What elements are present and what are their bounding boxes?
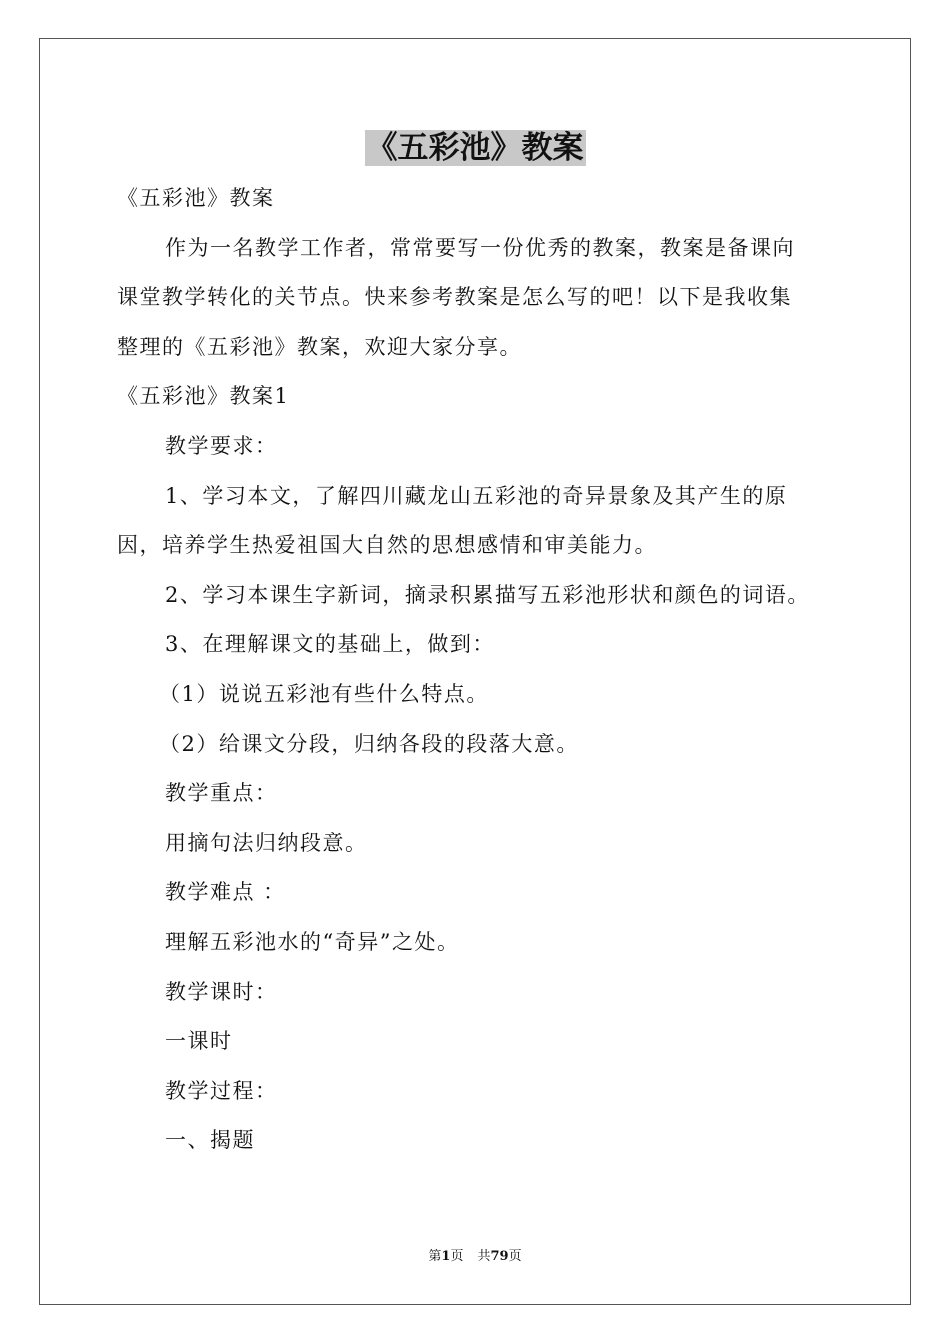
body-line: 教学要求：: [165, 433, 278, 458]
body-line: 因，培养学生热爱祖国大自然的思想感情和审美能力。: [117, 533, 657, 558]
section-heading: 《五彩池》教案1: [117, 384, 290, 409]
body-line: 一、揭题: [165, 1128, 255, 1153]
page-footer: [0, 1248, 950, 1266]
body-line-subtitle: 《五彩池》教案: [117, 186, 275, 210]
footer-page-number: 1: [441, 1249, 451, 1264]
body-line: 教学难点 ：: [165, 880, 286, 905]
body-line: 教学过程：: [165, 1078, 278, 1103]
body-line: 课堂教学转化的关节点。快来参考教案是怎么写的吧！以下是我收集: [117, 285, 792, 310]
body-line: 一课时: [165, 1029, 233, 1054]
body-line: 用摘句法归纳段意。: [165, 830, 368, 855]
body-line: 教学重点：: [165, 781, 278, 806]
document-title: [0, 128, 950, 168]
body-line: 3、在理解课文的基础上，做到：: [165, 632, 495, 657]
document-body: [117, 174, 837, 1166]
body-line: 教学课时：: [165, 979, 278, 1004]
body-line: 整理的《五彩池》教案，欢迎大家分享。: [117, 334, 522, 359]
footer-page-prefix: 第: [428, 1249, 442, 1264]
body-line: （1）说说五彩池有些什么特点。: [159, 681, 489, 706]
body-line: 1、学习本文，了解四川藏龙山五彩池的奇异景象及其产生的原: [165, 483, 788, 508]
body-line: 2、学习本课生字新词，摘录积累描写五彩池形状和颜色的词语。: [165, 582, 810, 607]
body-line: 作为一名教学工作者，常常要写一份优秀的教案，教案是备课向: [165, 235, 795, 260]
footer-page-suffix: 页: [450, 1249, 464, 1264]
document-title-text: 《五彩池》教案: [366, 130, 584, 166]
body-line: 理解五彩池水的“奇异”之处。: [165, 929, 460, 954]
footer-total-pages: 79: [490, 1249, 509, 1264]
footer-total-suffix: 页: [508, 1249, 522, 1264]
body-line: （2）给课文分段，归纳各段的段落大意。: [159, 731, 579, 756]
footer-total-prefix: 共: [477, 1249, 491, 1264]
